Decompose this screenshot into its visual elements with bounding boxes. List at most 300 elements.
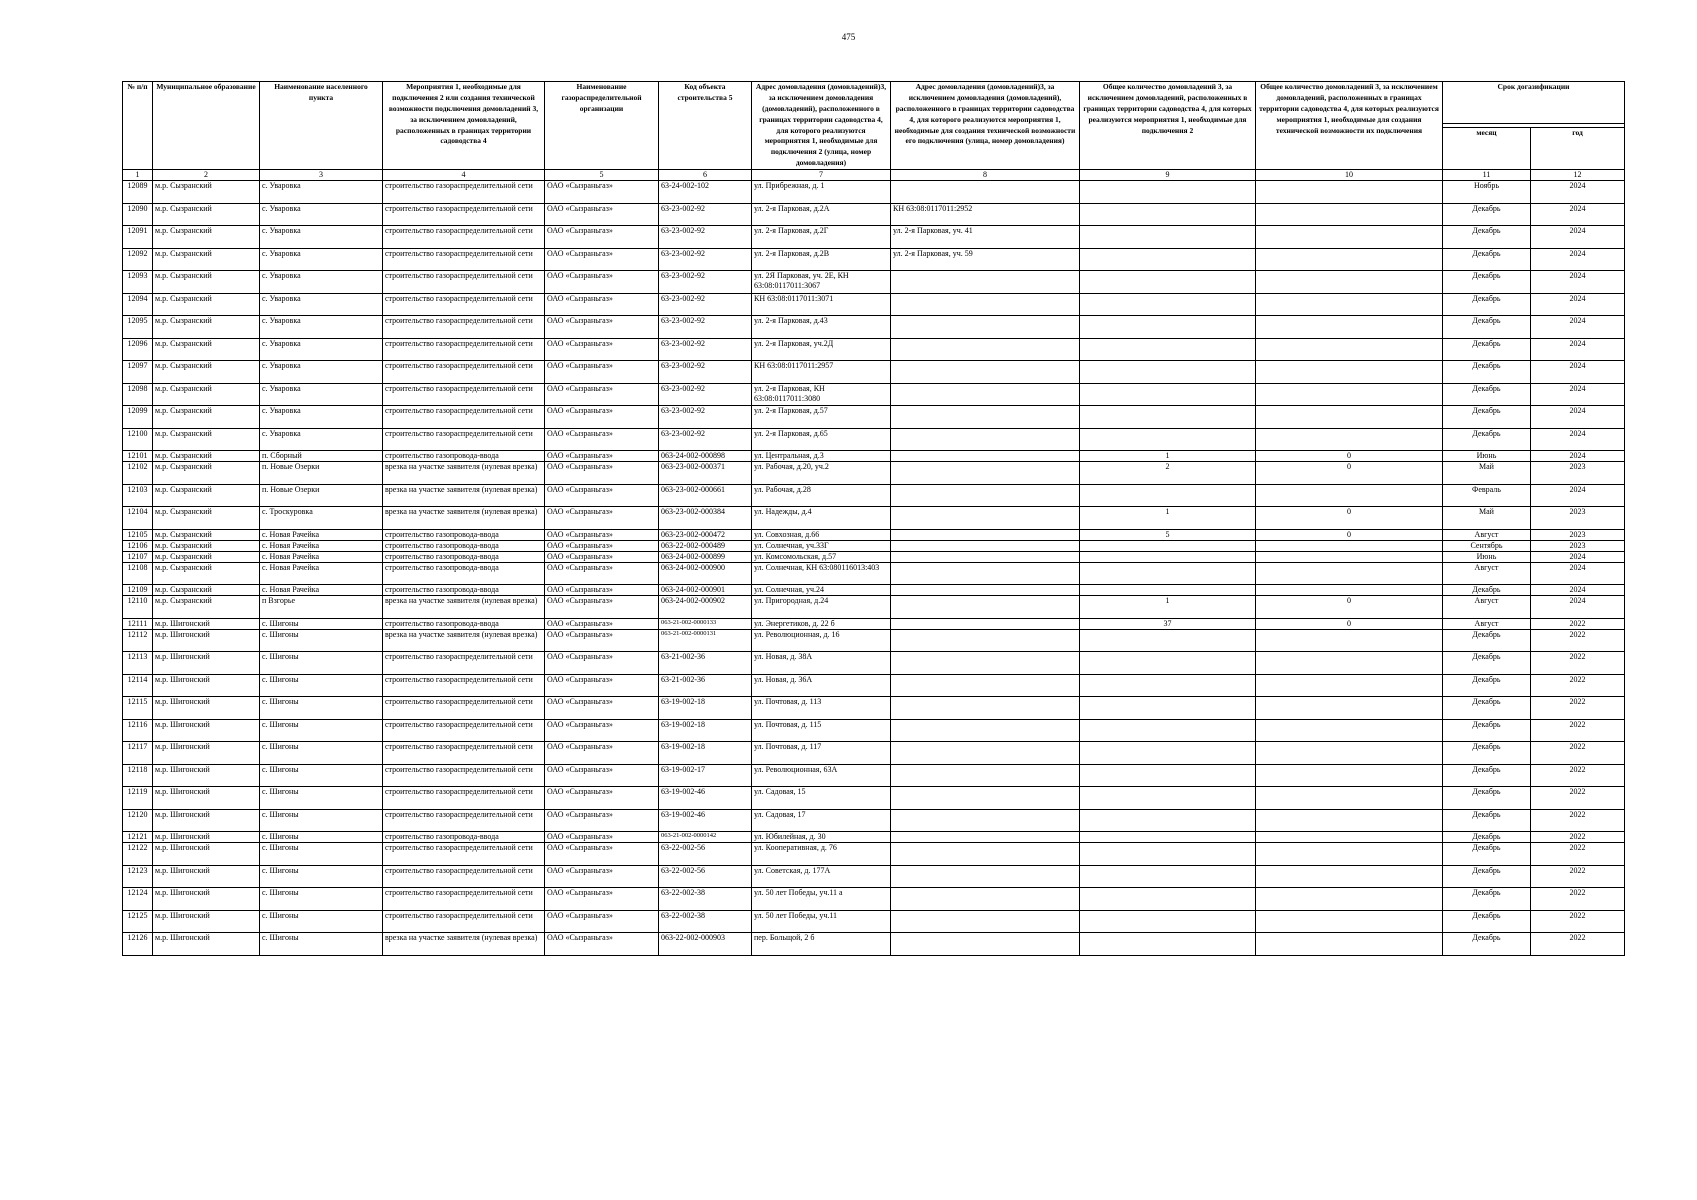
count-connection-cell: 1: [1080, 507, 1256, 530]
deadline-month-cell: Декабрь: [1443, 203, 1531, 226]
municipality-cell: м.р. Шигонский: [153, 764, 260, 787]
table-header: [123, 82, 1625, 181]
address-connection-cell: ул. Почтовая, д. 115: [752, 719, 891, 742]
table-row: [123, 618, 1625, 629]
deadline-month-cell: Декабрь: [1443, 719, 1531, 742]
address-connection-cell: ул. Прибрежная, д. 1: [752, 181, 891, 204]
address-technical-cell: [891, 832, 1080, 843]
organization-cell: ОАО «Сызраньгаз»: [545, 451, 659, 462]
count-technical-cell: [1256, 888, 1443, 911]
address-connection-cell: ул. 2-я Парковая, д.57: [752, 406, 891, 429]
address-technical-cell: [891, 428, 1080, 451]
address-connection-cell: ул. Садовая, 17: [752, 809, 891, 832]
table-row: [123, 316, 1625, 339]
row-number: 12096: [123, 338, 153, 361]
table-row: [123, 764, 1625, 787]
deadline-year-cell: 2022: [1531, 910, 1625, 933]
table-row: [123, 674, 1625, 697]
count-connection-cell: [1080, 865, 1256, 888]
count-connection-cell: [1080, 181, 1256, 204]
address-technical-cell: ул. 2-я Парковая, уч. 59: [891, 248, 1080, 271]
organization-cell: ОАО «Сызраньгаз»: [545, 652, 659, 675]
row-number: 12126: [123, 933, 153, 956]
object-code-cell: 063-24-002-000900: [659, 562, 752, 585]
table-row: [123, 551, 1625, 562]
municipality-cell: м.р. Шигонский: [153, 674, 260, 697]
municipality-cell: м.р. Сызранский: [153, 551, 260, 562]
municipality-cell: м.р. Сызранский: [153, 226, 260, 249]
address-connection-cell: ул. Пригородная, д.24: [752, 596, 891, 619]
table-row: [123, 809, 1625, 832]
count-technical-cell: [1256, 843, 1443, 866]
organization-cell: ОАО «Сызраньгаз»: [545, 865, 659, 888]
address-technical-cell: [891, 809, 1080, 832]
object-code-cell: 63-23-002-92: [659, 203, 752, 226]
address-technical-cell: [891, 562, 1080, 585]
settlement-cell: с. Шигоны: [260, 832, 383, 843]
settlement-cell: с. Уваровка: [260, 361, 383, 384]
activity-cell: строительство газораспределительной сети: [383, 809, 545, 832]
address-technical-cell: [891, 383, 1080, 406]
municipality-cell: м.р. Шигонский: [153, 809, 260, 832]
settlement-cell: с. Уваровка: [260, 248, 383, 271]
deadline-year-cell: 2024: [1531, 383, 1625, 406]
deadline-month-cell: Декабрь: [1443, 910, 1531, 933]
count-technical-cell: [1256, 428, 1443, 451]
activity-cell: строительство газораспределительной сети: [383, 843, 545, 866]
municipality-cell: м.р. Шигонский: [153, 629, 260, 652]
municipality-cell: м.р. Шигонский: [153, 697, 260, 720]
object-code-cell: 63-19-002-18: [659, 697, 752, 720]
settlement-cell: п. Сборный: [260, 451, 383, 462]
count-technical-cell: [1256, 293, 1443, 316]
count-connection-cell: 1: [1080, 451, 1256, 462]
address-connection-cell: ул. Кооперативная, д. 76: [752, 843, 891, 866]
header-count-technical: Общее количество домовладений 3, за исключением домовладений, расположенных в границах территории садоводства 4, для которых реализуются мероприятия 1, необходимые для создания технической возможности их подключения: [1256, 82, 1443, 170]
address-technical-cell: [891, 293, 1080, 316]
settlement-cell: с. Уваровка: [260, 383, 383, 406]
deadline-year-cell: 2024: [1531, 316, 1625, 339]
organization-cell: ОАО «Сызраньгаз»: [545, 484, 659, 507]
municipality-cell: м.р. Сызранский: [153, 293, 260, 316]
row-number: 12099: [123, 406, 153, 429]
deadline-year-cell: 2024: [1531, 293, 1625, 316]
activity-cell: строительство газораспределительной сети: [383, 248, 545, 271]
count-technical-cell: [1256, 383, 1443, 406]
deadline-month-cell: Декабрь: [1443, 832, 1531, 843]
municipality-cell: м.р. Шигонский: [153, 787, 260, 810]
organization-cell: ОАО «Сызраньгаз»: [545, 383, 659, 406]
deadline-month-cell: Декабрь: [1443, 809, 1531, 832]
table-body: [123, 181, 1625, 956]
organization-cell: ОАО «Сызраньгаз»: [545, 585, 659, 596]
activity-cell: строительство газораспределительной сети: [383, 338, 545, 361]
activity-cell: врезка на участке заявителя (нулевая врезка): [383, 596, 545, 619]
activity-cell: строительство газопровода-ввода: [383, 551, 545, 562]
activity-cell: строительство газораспределительной сети: [383, 888, 545, 911]
header-object-code: Код объекта строительства 5: [659, 82, 752, 170]
count-technical-cell: 0: [1256, 596, 1443, 619]
deadline-year-cell: 2022: [1531, 764, 1625, 787]
count-technical-cell: [1256, 933, 1443, 956]
row-number: 12098: [123, 383, 153, 406]
row-number: 12094: [123, 293, 153, 316]
count-connection-cell: [1080, 910, 1256, 933]
address-technical-cell: ул. 2-я Парковая, уч. 41: [891, 226, 1080, 249]
organization-cell: ОАО «Сызраньгаз»: [545, 271, 659, 294]
activity-cell: строительство газопровода-ввода: [383, 562, 545, 585]
settlement-cell: с. Новая Рачейка: [260, 529, 383, 540]
settlement-cell: с. Новая Рачейка: [260, 562, 383, 585]
count-connection-cell: [1080, 585, 1256, 596]
municipality-cell: м.р. Сызранский: [153, 203, 260, 226]
deadline-year-cell: 2022: [1531, 787, 1625, 810]
count-technical-cell: [1256, 674, 1443, 697]
object-code-cell: 063-22-002-000903: [659, 933, 752, 956]
deadline-month-cell: Декабрь: [1443, 293, 1531, 316]
address-connection-cell: ул. Садовая, 15: [752, 787, 891, 810]
header-year: год: [1531, 127, 1625, 169]
organization-cell: ОАО «Сызраньгаз»: [545, 507, 659, 530]
count-connection-cell: [1080, 742, 1256, 765]
deadline-year-cell: 2022: [1531, 742, 1625, 765]
activity-cell: строительство газораспределительной сети: [383, 361, 545, 384]
deadline-year-cell: 2024: [1531, 248, 1625, 271]
activity-cell: строительство газопровода-ввода: [383, 529, 545, 540]
organization-cell: ОАО «Сызраньгаз»: [545, 248, 659, 271]
organization-cell: ОАО «Сызраньгаз»: [545, 551, 659, 562]
settlement-cell: с. Уваровка: [260, 316, 383, 339]
count-technical-cell: 0: [1256, 507, 1443, 530]
organization-cell: ОАО «Сызраньгаз»: [545, 338, 659, 361]
count-technical-cell: [1256, 484, 1443, 507]
deadline-year-cell: 2024: [1531, 585, 1625, 596]
row-number: 12117: [123, 742, 153, 765]
address-technical-cell: [891, 933, 1080, 956]
object-code-cell: 63-23-002-92: [659, 383, 752, 406]
address-technical-cell: [891, 629, 1080, 652]
settlement-cell: с. Шигоны: [260, 843, 383, 866]
row-number: 12097: [123, 361, 153, 384]
address-connection-cell: ул. Рабочая, д.28: [752, 484, 891, 507]
object-code-cell: 63-22-002-56: [659, 843, 752, 866]
row-number: 12123: [123, 865, 153, 888]
count-technical-cell: [1256, 271, 1443, 294]
table-row: [123, 462, 1625, 485]
deadline-month-cell: Декабрь: [1443, 428, 1531, 451]
deadline-month-cell: Ноябрь: [1443, 181, 1531, 204]
deadline-month-cell: Декабрь: [1443, 383, 1531, 406]
object-code-cell: 63-22-002-56: [659, 865, 752, 888]
object-code-cell: 063-24-002-000902: [659, 596, 752, 619]
address-connection-cell: ул. 2-я Парковая, д.43: [752, 316, 891, 339]
municipality-cell: м.р. Сызранский: [153, 540, 260, 551]
address-technical-cell: [891, 507, 1080, 530]
address-technical-cell: [891, 843, 1080, 866]
object-code-cell: 063-23-002-000661: [659, 484, 752, 507]
municipality-cell: м.р. Сызранский: [153, 451, 260, 462]
object-code-cell: 63-19-002-46: [659, 787, 752, 810]
object-code-cell: 63-23-002-92: [659, 338, 752, 361]
table-row: [123, 507, 1625, 530]
address-technical-cell: [891, 742, 1080, 765]
header-num: № п/п: [123, 82, 153, 170]
object-code-cell: 63-21-002-36: [659, 652, 752, 675]
address-technical-cell: [891, 316, 1080, 339]
municipality-cell: м.р. Шигонский: [153, 742, 260, 765]
count-connection-cell: [1080, 203, 1256, 226]
municipality-cell: м.р. Сызранский: [153, 271, 260, 294]
organization-cell: ОАО «Сызраньгаз»: [545, 529, 659, 540]
deadline-month-cell: Декабрь: [1443, 652, 1531, 675]
object-code-cell: 63-19-002-46: [659, 809, 752, 832]
settlement-cell: с. Шигоны: [260, 652, 383, 675]
object-code-cell: 063-21-002-0000133: [659, 618, 752, 629]
organization-cell: ОАО «Сызраньгаз»: [545, 809, 659, 832]
address-technical-cell: [891, 652, 1080, 675]
address-technical-cell: [891, 406, 1080, 429]
deadline-month-cell: Декабрь: [1443, 226, 1531, 249]
address-connection-cell: ул. Комсомольская, д.57: [752, 551, 891, 562]
deadline-year-cell: 2024: [1531, 181, 1625, 204]
row-number: 12112: [123, 629, 153, 652]
address-connection-cell: ул. Солнечная, уч.24: [752, 585, 891, 596]
municipality-cell: м.р. Сызранский: [153, 529, 260, 540]
column-number: 8: [891, 170, 1080, 181]
row-number: 12116: [123, 719, 153, 742]
column-number: 6: [659, 170, 752, 181]
deadline-year-cell: 2022: [1531, 888, 1625, 911]
deadline-month-cell: Февраль: [1443, 484, 1531, 507]
object-code-cell: 63-22-002-38: [659, 888, 752, 911]
activity-cell: строительство газораспределительной сети: [383, 406, 545, 429]
address-connection-cell: ул. Советская, д. 177А: [752, 865, 891, 888]
activity-cell: строительство газораспределительной сети: [383, 203, 545, 226]
row-number: 12111: [123, 618, 153, 629]
deadline-month-cell: Декабрь: [1443, 316, 1531, 339]
address-connection-cell: пер. Больщой, 2 б: [752, 933, 891, 956]
organization-cell: ОАО «Сызраньгаз»: [545, 462, 659, 485]
column-number: 7: [752, 170, 891, 181]
count-technical-cell: [1256, 562, 1443, 585]
table-row: [123, 248, 1625, 271]
count-connection-cell: [1080, 832, 1256, 843]
count-connection-cell: [1080, 338, 1256, 361]
municipality-cell: м.р. Шигонский: [153, 618, 260, 629]
address-connection-cell: ул. Солнечная, уч.33Г: [752, 540, 891, 551]
count-technical-cell: [1256, 181, 1443, 204]
count-technical-cell: [1256, 719, 1443, 742]
organization-cell: ОАО «Сызраньгаз»: [545, 787, 659, 810]
activity-cell: строительство газораспределительной сети: [383, 674, 545, 697]
municipality-cell: м.р. Шигонский: [153, 865, 260, 888]
municipality-cell: м.р. Шигонский: [153, 652, 260, 675]
table-row: [123, 843, 1625, 866]
table-row: [123, 596, 1625, 619]
address-technical-cell: [891, 271, 1080, 294]
count-connection-cell: [1080, 316, 1256, 339]
deadline-month-cell: Декабрь: [1443, 674, 1531, 697]
deadline-month-cell: Декабрь: [1443, 697, 1531, 720]
gasification-table: [122, 81, 1625, 956]
count-technical-cell: [1256, 361, 1443, 384]
table-row: [123, 293, 1625, 316]
header-month: месяц: [1443, 127, 1531, 169]
municipality-cell: м.р. Шигонский: [153, 933, 260, 956]
deadline-month-cell: Декабрь: [1443, 585, 1531, 596]
deadline-year-cell: 2024: [1531, 451, 1625, 462]
deadline-year-cell: 2022: [1531, 674, 1625, 697]
object-code-cell: 63-24-002-102: [659, 181, 752, 204]
municipality-cell: м.р. Сызранский: [153, 596, 260, 619]
deadline-month-cell: Август: [1443, 562, 1531, 585]
activity-cell: строительство газораспределительной сети: [383, 428, 545, 451]
municipality-cell: м.р. Сызранский: [153, 507, 260, 530]
object-code-cell: 063-21-002-0000142: [659, 832, 752, 843]
row-number: 12095: [123, 316, 153, 339]
deadline-year-cell: 2023: [1531, 462, 1625, 485]
object-code-cell: 063-24-002-000899: [659, 551, 752, 562]
activity-cell: строительство газораспределительной сети: [383, 652, 545, 675]
count-technical-cell: 0: [1256, 462, 1443, 485]
deadline-year-cell: 2024: [1531, 406, 1625, 429]
page-number: 475: [841, 32, 856, 42]
activity-cell: врезка на участке заявителя (нулевая врезка): [383, 462, 545, 485]
activity-cell: врезка на участке заявителя (нулевая врезка): [383, 629, 545, 652]
activity-cell: строительство газораспределительной сети: [383, 910, 545, 933]
table-row: [123, 428, 1625, 451]
municipality-cell: м.р. Шигонский: [153, 719, 260, 742]
object-code-cell: 63-23-002-92: [659, 316, 752, 339]
deadline-year-cell: 2024: [1531, 551, 1625, 562]
column-number: 12: [1531, 170, 1625, 181]
settlement-cell: с. Шигоны: [260, 764, 383, 787]
organization-cell: ОАО «Сызраньгаз»: [545, 719, 659, 742]
count-connection-cell: [1080, 809, 1256, 832]
count-technical-cell: [1256, 764, 1443, 787]
table-row: [123, 181, 1625, 204]
settlement-cell: с. Троскуровка: [260, 507, 383, 530]
activity-cell: строительство газопровода-ввода: [383, 451, 545, 462]
settlement-cell: с. Шигоны: [260, 742, 383, 765]
row-number: 12120: [123, 809, 153, 832]
activity-cell: строительство газопровода-ввода: [383, 618, 545, 629]
header-settlement: Наименование населенного пункта: [260, 82, 383, 170]
deadline-month-cell: Декабрь: [1443, 271, 1531, 294]
row-number: 12114: [123, 674, 153, 697]
address-technical-cell: [891, 674, 1080, 697]
organization-cell: ОАО «Сызраньгаз»: [545, 226, 659, 249]
municipality-cell: м.р. Сызранский: [153, 361, 260, 384]
address-connection-cell: ул. Новая, д. 36А: [752, 674, 891, 697]
table-row: [123, 719, 1625, 742]
count-technical-cell: [1256, 865, 1443, 888]
settlement-cell: с. Уваровка: [260, 293, 383, 316]
address-technical-cell: [891, 181, 1080, 204]
address-connection-cell: ул. 2-я Парковая, уч.2Д: [752, 338, 891, 361]
activity-cell: строительство газораспределительной сети: [383, 316, 545, 339]
address-connection-cell: ул. Энергетиков, д. 22 б: [752, 618, 891, 629]
count-technical-cell: [1256, 203, 1443, 226]
column-number: 9: [1080, 170, 1256, 181]
count-technical-cell: [1256, 248, 1443, 271]
object-code-cell: 63-23-002-92: [659, 406, 752, 429]
municipality-cell: м.р. Сызранский: [153, 585, 260, 596]
settlement-cell: п. Новые Озерки: [260, 462, 383, 485]
row-number: 12107: [123, 551, 153, 562]
row-number: 12101: [123, 451, 153, 462]
organization-cell: ОАО «Сызраньгаз»: [545, 562, 659, 585]
organization-cell: ОАО «Сызраньгаз»: [545, 316, 659, 339]
table-row: [123, 697, 1625, 720]
activity-cell: строительство газораспределительной сети: [383, 271, 545, 294]
row-number: 12118: [123, 764, 153, 787]
activity-cell: строительство газораспределительной сети: [383, 697, 545, 720]
municipality-cell: м.р. Сызранский: [153, 338, 260, 361]
address-technical-cell: [891, 596, 1080, 619]
address-connection-cell: ул. 2-я Парковая, д.2В: [752, 248, 891, 271]
address-connection-cell: ул. Центральная, д.3: [752, 451, 891, 462]
row-number: 12122: [123, 843, 153, 866]
organization-cell: ОАО «Сызраньгаз»: [545, 203, 659, 226]
deadline-year-cell: 2024: [1531, 203, 1625, 226]
organization-cell: ОАО «Сызраньгаз»: [545, 933, 659, 956]
object-code-cell: 63-23-002-92: [659, 293, 752, 316]
count-connection-cell: [1080, 406, 1256, 429]
activity-cell: строительство газораспределительной сети: [383, 181, 545, 204]
count-technical-cell: 0: [1256, 618, 1443, 629]
deadline-year-cell: 2022: [1531, 865, 1625, 888]
settlement-cell: с. Шигоны: [260, 910, 383, 933]
column-number: 3: [260, 170, 383, 181]
address-connection-cell: ул. Совхозная, д.66: [752, 529, 891, 540]
row-number: 12104: [123, 507, 153, 530]
table-row: [123, 540, 1625, 551]
count-technical-cell: [1256, 316, 1443, 339]
table-row: [123, 787, 1625, 810]
deadline-year-cell: 2022: [1531, 618, 1625, 629]
table-row: [123, 865, 1625, 888]
object-code-cell: 063-23-002-000472: [659, 529, 752, 540]
count-technical-cell: [1256, 551, 1443, 562]
table-row: [123, 933, 1625, 956]
activity-cell: строительство газораспределительной сети: [383, 764, 545, 787]
count-connection-cell: [1080, 764, 1256, 787]
address-connection-cell: ул. Почтовая, д. 113: [752, 697, 891, 720]
activity-cell: строительство газопровода-ввода: [383, 832, 545, 843]
object-code-cell: 63-23-002-92: [659, 248, 752, 271]
count-connection-cell: [1080, 888, 1256, 911]
settlement-cell: с. Шигоны: [260, 865, 383, 888]
table-row: [123, 338, 1625, 361]
table-row: [123, 203, 1625, 226]
organization-cell: ОАО «Сызраньгаз»: [545, 361, 659, 384]
object-code-cell: 63-22-002-38: [659, 910, 752, 933]
settlement-cell: с. Новая Рачейка: [260, 585, 383, 596]
settlement-cell: с. Новая Рачейка: [260, 540, 383, 551]
count-technical-cell: [1256, 540, 1443, 551]
address-connection-cell: ул. 2Я Парковая, уч. 2Е, КН 63:08:0117011:3067: [752, 271, 891, 294]
activity-cell: строительство газораспределительной сети: [383, 293, 545, 316]
address-technical-cell: [891, 888, 1080, 911]
organization-cell: ОАО «Сызраньгаз»: [545, 596, 659, 619]
address-technical-cell: [891, 787, 1080, 810]
row-number: 12106: [123, 540, 153, 551]
municipality-cell: м.р. Сызранский: [153, 316, 260, 339]
column-number: 10: [1256, 170, 1443, 181]
settlement-cell: с. Шигоны: [260, 888, 383, 911]
deadline-month-cell: Август: [1443, 618, 1531, 629]
